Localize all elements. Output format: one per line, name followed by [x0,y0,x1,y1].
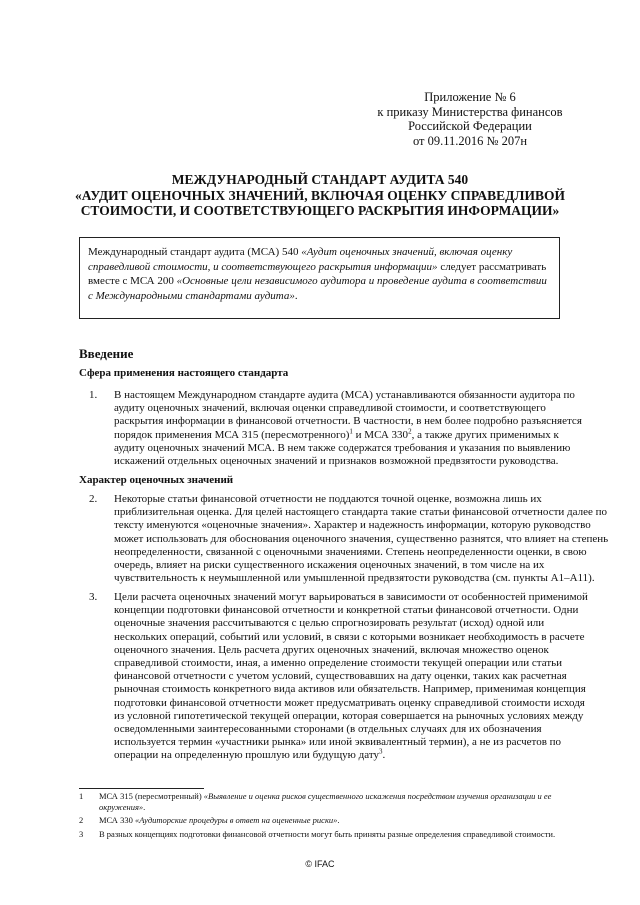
text-line: может использовать для обоснования оценочного значения, существенно разнятся, что влияет на степень [114,532,609,545]
title-line: МЕЖДУНАРОДНЫЙ СТАНДАРТ АУДИТА 540 [171,172,469,187]
text-span: и МСА 330 [352,428,409,441]
text-line: приблизительная оценка. Для целей настоящего стандарта такие статьи финансовой отчетности далее по [114,506,607,519]
paragraph-3 [79,591,588,766]
footnote-ref[interactable]: 1 [349,426,353,435]
text-line: В настоящем Международном стандарте аудита (МСА) устанавливаются обязанности аудитора по [114,389,575,401]
footnote-italic: «Выявление и оценка рисков существенного искажения посредством изучения организации и ее окружения» [99,791,552,812]
footnote-3 [79,829,560,840]
text-span: МСА 330 [99,815,135,825]
paragraph-2 [79,493,609,588]
appendix-header [360,90,580,148]
footnote-divider [79,788,204,789]
paragraph-number: 3. [89,591,98,603]
text-line: рыночная стоимость конкретного вида активов или обязательств. Например, применимая концепция [114,683,586,696]
title-line: «АУДИТ ОЦЕНОЧНЫХ ЗНАЧЕНИЙ, ВКЛЮЧАЯ ОЦЕНКУ СПРАВЕДЛИВОЙ [75,187,565,203]
footnote-number: 2 [79,815,84,825]
footnote-text [99,829,560,840]
text-line: Цели расчета оценочных значений могут варьироваться в зависимости от особенностей применимой [114,591,588,603]
text-line: Некоторые статьи финансовой отчетности не поддаются точной оценке, возможна лишь их [114,493,542,505]
text-span: . [143,802,146,812]
paragraph-1 [79,389,582,469]
text-line: неопределенности, связанной с оценочными значениями. Степень неопределенности оценки, в свою [114,545,587,558]
text-line: аудиту оценочных значений МСА. В нем также содержатся требования и указания по выявлению [114,441,571,454]
paragraph-text [114,493,609,585]
text-span: . [382,749,386,762]
note-text: следует рассматривать вместе с МСА 200 [88,260,547,287]
text-line: подготовки финансовой отчетности может предусматривать оценку справедливой стоимости исходя [114,696,585,709]
paragraph-number: 1. [89,389,98,401]
nature-heading: Характер оценочных значений [79,474,234,486]
text-span: операции на определенную прошлую или будущую дату [114,749,379,762]
text-line: используется термин «участники рынка» или иной эквивалентный термин), а не из расчетов по [114,736,562,749]
footnote-2 [79,815,560,826]
section-heading-intro: Введение [79,346,134,361]
text-line: искажений отдельных оценочных значений и признаков возможной предвзятости руководства. [114,455,559,468]
text-line: справедливой стоимости, иная, а именно определение стоимости текущей операции или статьи [114,657,563,670]
document-title [60,172,580,219]
copyright-footer: © IFAC [305,859,335,869]
text-line: тексту именуются «оценочные значения». Характер и надежность информации, которую руководство [114,519,591,532]
footnote-number: 3 [79,829,84,839]
text-span: . [337,815,340,825]
text-span: , а также других применимых к [411,428,559,441]
footnote-text [99,815,560,826]
text-line: из условной гипотетической текущей операции, которая совершается на рыночных условиях между [114,709,584,722]
appendix-line: к приказу Министерства финансов [377,104,563,119]
appendix-line: Российской Федерации [408,119,532,133]
text-line: финансовой отчетности с учетом условий, существовавших на дату оценки, таких как расчетная [114,670,567,683]
text-line [114,426,560,442]
text-line: нескольких операций, событий или условий, в связи с которыми возникает необходимость в расчете [114,630,585,643]
text-line: концепции подготовки финансовой отчетности и конкретной статьи финансовой отчетности. Одни [114,604,579,617]
title-line: СТОИМОСТИ, И СООТВЕТСТВУЮЩЕГО РАСКРЫТИЯ ИНФОРМАЦИИ» [80,203,560,218]
footnote-ref[interactable]: 3 [379,747,383,756]
paragraph-text [114,591,588,763]
scope-heading: Сфера применения настоящего стандарта [79,367,289,379]
appendix-line: Приложение № 6 [424,90,516,104]
text-span: порядок применения МСА 315 (пересмотренного) [114,428,350,441]
text-line [114,749,560,762]
paragraph-text [114,389,582,468]
paragraph-number: 2. [89,493,98,505]
note-italic: «Основные цели независимого аудитора и проведение аудита в соответствии с Международными стандартами аудита» [88,275,547,302]
footnote-number: 1 [79,791,84,801]
note-italic: «Аудит оценочных значений, включая оценку справедливой стоимости, и соответствующего раскрытия информации» [88,246,513,273]
note-box [79,237,560,319]
text-line: осведомленными заинтересованными сторонами (в отдельных случаях для их обозначения [114,723,542,736]
text-line: оценочного значения. Цель расчета других оценочных значений, включая множество оценок [114,643,549,656]
text-line: очередь, влияет на риски существенного искажения оценочных значений, в том числе на их [114,559,545,572]
text-span: В разных концепциях подготовки финансовой отчетности могут быть приняты разные определения справедливой стоимости. [99,829,556,839]
footnote-text [99,791,560,813]
footnote-italic: «Аудиторские процедуры в ответ на оцененные риски» [134,815,338,825]
footnote-1 [79,791,560,813]
text-line: оценочные значения рассчитываются с целью спрогнозировать результат (исход) одной или [114,617,545,630]
text-span: МСА 315 (пересмотренный) [99,791,204,801]
text-line: раскрытия информации в финансовой отчетности. В частности, в нем более подробно разъясняется [114,415,582,428]
footnote-ref[interactable]: 2 [408,426,412,435]
appendix-line: от 09.11.2016 № 207н [412,133,528,148]
text-line: чувствительность к неумышленной или умышленной предвзятости руководства (см. пункты A1–A11). [114,572,595,585]
text-line: аудиту оценочных значений, включая оценки справедливой стоимости, и соответствующего [114,402,546,415]
note-text: Международный стандарт аудита (МСА) 540 [88,246,302,258]
note-text: . [294,289,298,302]
